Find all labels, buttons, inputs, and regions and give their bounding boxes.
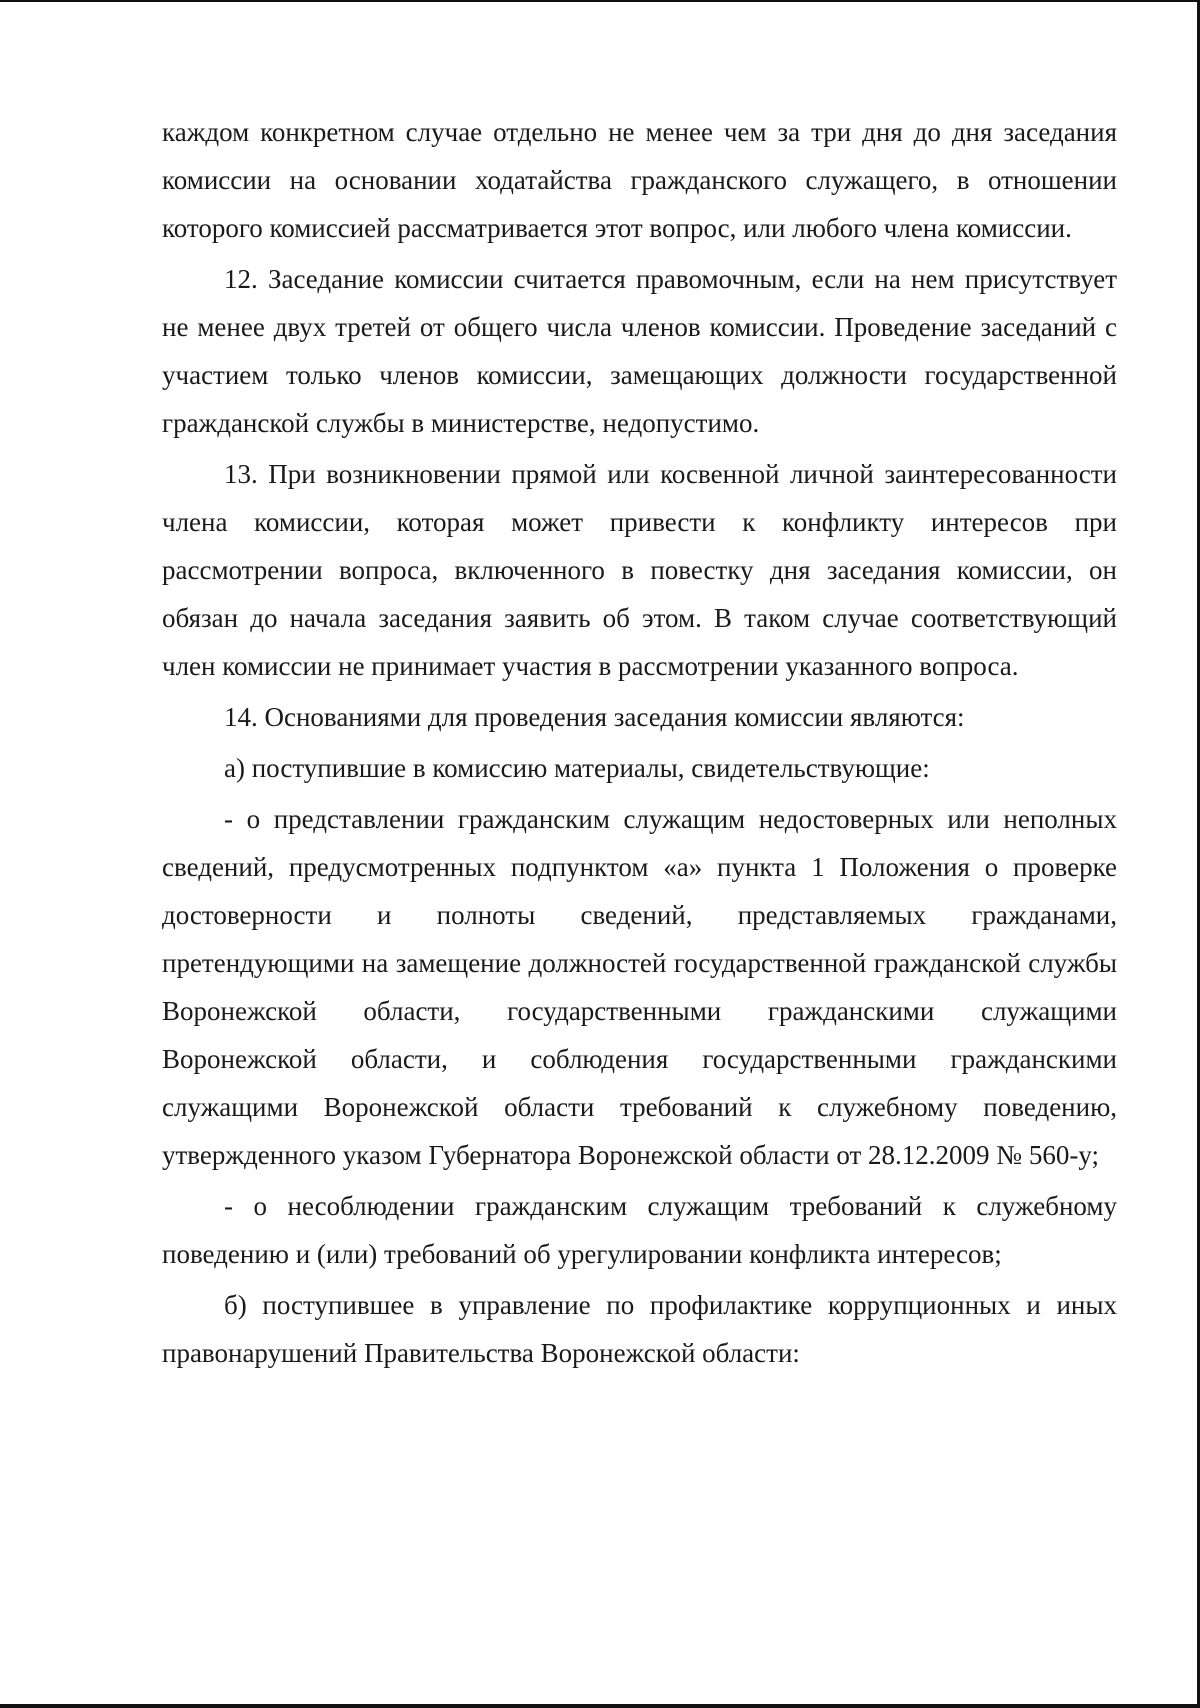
paragraph-item-12: 12. Заседание комиссии считается правомочным, если на нем присутствует не менее двух третей от общего числа членов комиссии. Проведение заседаний с участием только членов комиссии, замещающих должности государственной гражданской службы в министерстве, недопустимо. xyxy=(162,264,1117,438)
scan-bottom-edge xyxy=(0,1704,1200,1708)
paragraph-dash-2: - о несоблюдении гражданским служащим требований к служебному поведению и (или) требований об урегулировании конфликта интересов; xyxy=(162,1191,1117,1269)
paragraph-subitem-b: б) поступившее в управление по профилактике коррупционных и иных правонарушений Правительства Воронежской области: xyxy=(162,1290,1117,1368)
document-body xyxy=(162,108,1117,1377)
paragraph-subitem-a: а) поступившие в комиссию материалы, свидетельствующие: xyxy=(224,753,930,783)
paragraph-item-13: 13. При возникновении прямой или косвенной личной заинтересованности члена комиссии, которая может привести к конфликту интересов при рассмотрении вопроса, включенного в повестку дня заседания комиссии, он обязан до начала заседания заявить об этом. В таком случае соответствующий член комиссии не принимает участия в рассмотрении указанного вопроса. xyxy=(162,459,1117,681)
paragraph-item-14: 14. Основаниями для проведения заседания комиссии являются: xyxy=(224,702,965,732)
paragraph-dash-1: - о представлении гражданским служащим недостоверных или неполных сведений, предусмотренных подпунктом «а» пункта 1 Положения о проверке достоверности и полноты сведений, представляемых гражданами, претендующими на замещение должностей государственной гражданской службы Воронежской области, государственными гражданскими служащими Воронежской области, и соблюдения государственными гражданскими служащими Воронежской области требований к служебному поведению, утвержденного указом Губернатора Воронежской области от 28.12.2009 № 560-у; xyxy=(162,804,1117,1170)
paragraph-continuation: каждом конкретном случае отдельно не менее чем за три дня до дня заседания комиссии на основании ходатайства гражданского служащего, в отношении которого комиссией рассматривается этот вопрос, или любого члена комиссии. xyxy=(162,117,1117,243)
